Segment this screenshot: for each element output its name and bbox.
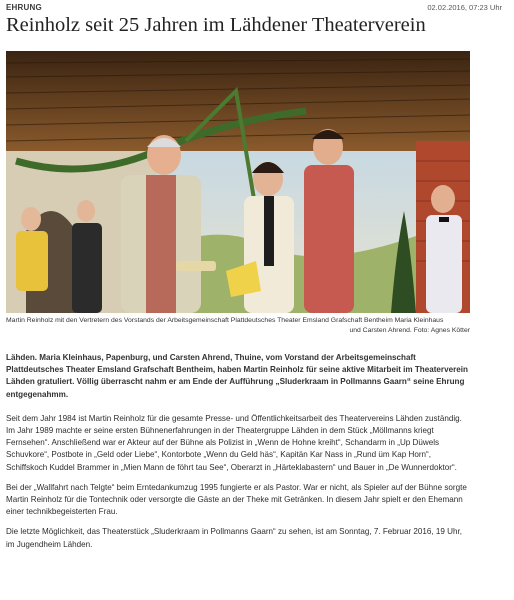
article-body [6, 352, 470, 559]
article-photo[interactable] [6, 51, 470, 313]
photo-caption [6, 316, 470, 335]
caption-line-2: und Carsten Ahrend. Foto: Agnes Kötter [349, 326, 470, 334]
article-paragraph: Die letzte Möglichkeit, das Theaterstück „Sluderkraam in Pollmanns Gaarn“ zu sehen, ist am Sonntag, 7. Februar 2016, 19 Uhr, im Jugendheim Lähden. [6, 527, 463, 549]
category-label[interactable]: EHRUNG [6, 3, 42, 12]
article-headline: Reinholz seit 25 Jahren im Lähdener Theaterverein [6, 14, 426, 36]
caption-line-1: Martin Reinholz mit den Vertretern des Vorstands der Arbeitsgemeinschaft Plattdeutsches Theater Emsland Grafschaft Bentheim Maria Kleinhaus [6, 317, 444, 324]
article-lead: Lähden. Maria Kleinhaus, Papenburg, und Carsten Ahrend, Thuine, vom Vorstand der Arbeitsgemeinschaft Plattdeutsches Theater Emsland Grafschaft Bentheim, haben Martin Reinholz für seine aktive Mitarbeit im Theaterverein Lähden gratuliert. Völlig überrascht nahm er am Ende der Aufführung „Sluderkraam in Pollmanns Gaarn“ seine Ehrung entgegenahmm. [6, 353, 468, 399]
article-paragraph: Seit dem Jahr 1984 ist Martin Reinholz für die gesamte Presse- und Öffentlichkeitsarbeit des Theatervereins Lähden zuständig. Im Jahr 1989 machte er seine ersten Bühnenerfahrungen in der Theatergruppe Lähden in dem Stück „Möllmanns kriegt Fernsehen“. Anschließend war er Akteur auf der Bühne als Polizist in „Wenn de Hohne kreiht“, Schandarm in „Up Düwels Schuvkore“, Postbote in „Geld oder Liebe“, Kontorbote „Wenn du Geld häs“, Kapitän Kar Nass in „Rund üm Kap Horn“, Schiffskoch Kuddel Brammer in „Mien Mann de föhrt tau See“, Oberarzt in „Härteklabastern“ und Bauer in „De Wunnerdoktor“. [6, 413, 462, 472]
article-paragraph: Bei der „Wallfahrt nach Telgte“ beim Erntedankumzug 1995 fungierte er als Pastor. War er nicht, als Spieler auf der Bühne sorgte Martin Reinholz für die Tontechnik oder versorgte die Gäste an der Theke mit Getränken. In diesem Jahr spielt er den Ehemann einer technikbegeisterten Frau. [6, 482, 467, 517]
photo-illustration [6, 51, 470, 313]
publish-timestamp: 02.02.2016, 07:23 Uhr [427, 3, 502, 12]
